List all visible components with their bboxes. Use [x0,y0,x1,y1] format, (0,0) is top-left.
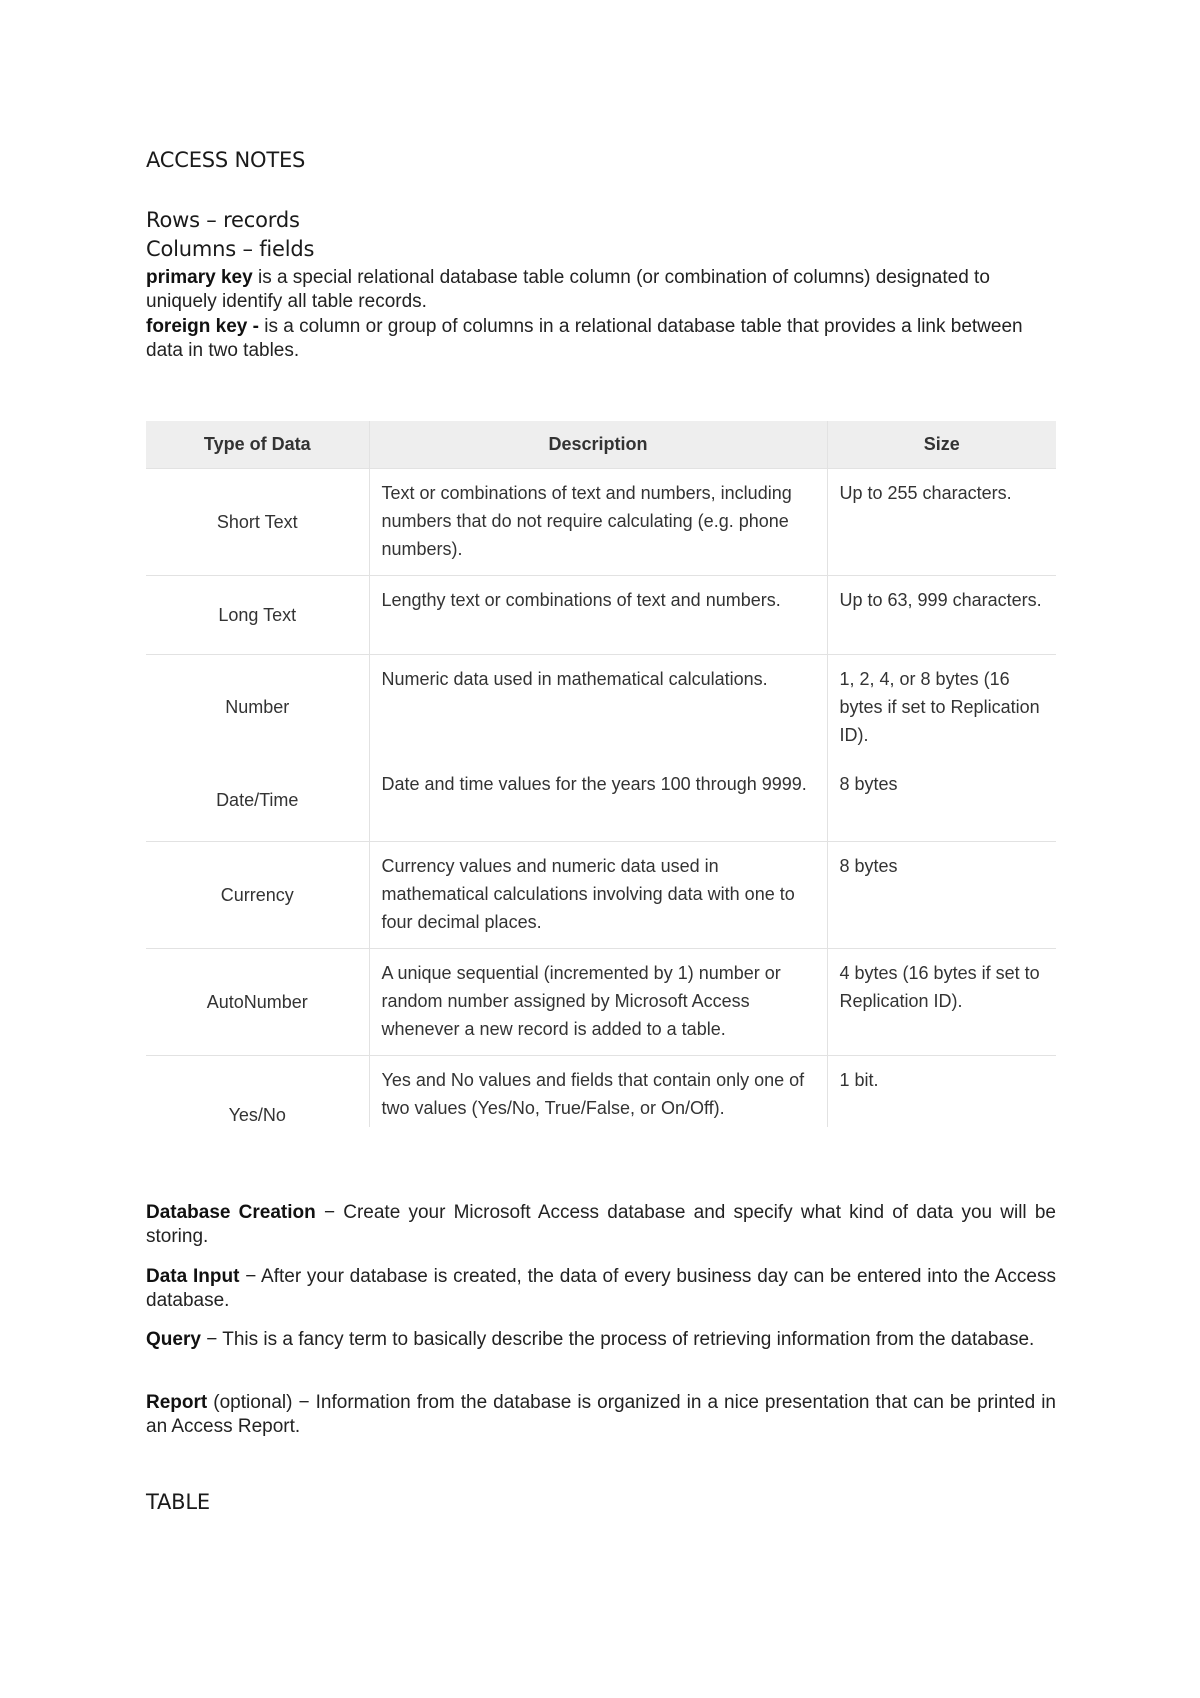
table-row [146,468,1056,575]
document-title: ACCESS NOTES [146,148,306,172]
table-cell-type: Currency [146,841,369,948]
data-types-table [146,421,1056,1127]
primary-key-text: is a special relational database table column (or combination of columns) designated to uniquely identify all table records. [146,267,990,312]
table-cell-description: A unique sequential (incremented by 1) number or random number assigned by Microsoft Access whenever a new record is added to a table. [369,948,827,1055]
table-cell-type: Short Text [146,468,369,575]
header-description: Description [369,421,827,468]
table-cell-size: 8 bytes [827,841,1056,948]
query-text: − This is a fancy term to basically describe the process of retrieving information from the database. [200,1329,1035,1350]
header-type-of-data: Type of Data [146,421,369,468]
database-creation-term: Database Creation [146,1202,316,1223]
table-header-row [146,421,1056,468]
table-cell-description: Lengthy text or combinations of text and numbers. [369,575,827,654]
database-creation-text: − Create your Microsoft Access database and specify what kind of data you will be storing. [146,1202,1056,1247]
table-row [146,1055,1056,1127]
header-size: Size [827,421,1056,468]
report-text: (optional) − Information from the database is organized in a nice presentation that can be printed in an Access Report. [146,1392,1056,1437]
data-input-text: − After your database is created, the data of every business day can be entered into the Access database. [146,1266,1056,1311]
report-term: Report [146,1392,208,1413]
report-paragraph [146,1391,1056,1439]
table-cell-size: 4 bytes (16 bytes if set to Replication ID). [827,948,1056,1055]
data-types-table-wrapper [146,421,1056,1127]
foreign-key-text: is a column or group of columns in a relational database table that provides a link between data in two tables. [146,316,1023,361]
table-cell-size: Up to 63, 999 characters. [827,575,1056,654]
table-cell-type: Date/Time [146,760,369,841]
table-cell-type: Number [146,654,369,760]
table-cell-description: Numeric data used in mathematical calculations. [369,654,827,760]
table-row [146,575,1056,654]
table-cell-size: 8 bytes [827,760,1056,841]
primary-key-term: primary key [146,267,253,288]
rows-records-line: Rows – records [146,208,300,232]
table-row [146,654,1056,760]
table-section-heading: TABLE [146,1490,210,1514]
table-cell-description: Currency values and numeric data used in mathematical calculations involving data with one to four decimal places. [369,841,827,948]
table-cell-size: 1 bit. [827,1055,1056,1127]
database-creation-paragraph [146,1201,1056,1249]
table-cell-description: Text or combinations of text and numbers, including numbers that do not require calculating (e.g. phone numbers). [369,468,827,575]
table-row [146,948,1056,1055]
table-cell-type: AutoNumber [146,948,369,1055]
table-cell-size: Up to 255 characters. [827,468,1056,575]
table-cell-description: Yes and No values and fields that contain only one of two values (Yes/No, True/False, or On/Off). [369,1055,827,1127]
table-row [146,760,1056,841]
table-cell-description: Date and time values for the years 100 through 9999. [369,760,827,841]
query-paragraph [146,1328,1056,1352]
query-term: Query [146,1329,201,1350]
data-input-paragraph [146,1265,1056,1313]
table-row [146,841,1056,948]
table-cell-type: Yes/No [146,1055,369,1127]
primary-key-definition [146,266,1056,314]
foreign-key-term: foreign key - [146,316,265,337]
foreign-key-definition [146,315,1056,363]
table-cell-type: Long Text [146,575,369,654]
columns-fields-line: Columns – fields [146,237,315,261]
data-input-term: Data Input [146,1266,240,1287]
table-cell-size: 1, 2, 4, or 8 bytes (16 bytes if set to Replication ID). [827,654,1056,760]
